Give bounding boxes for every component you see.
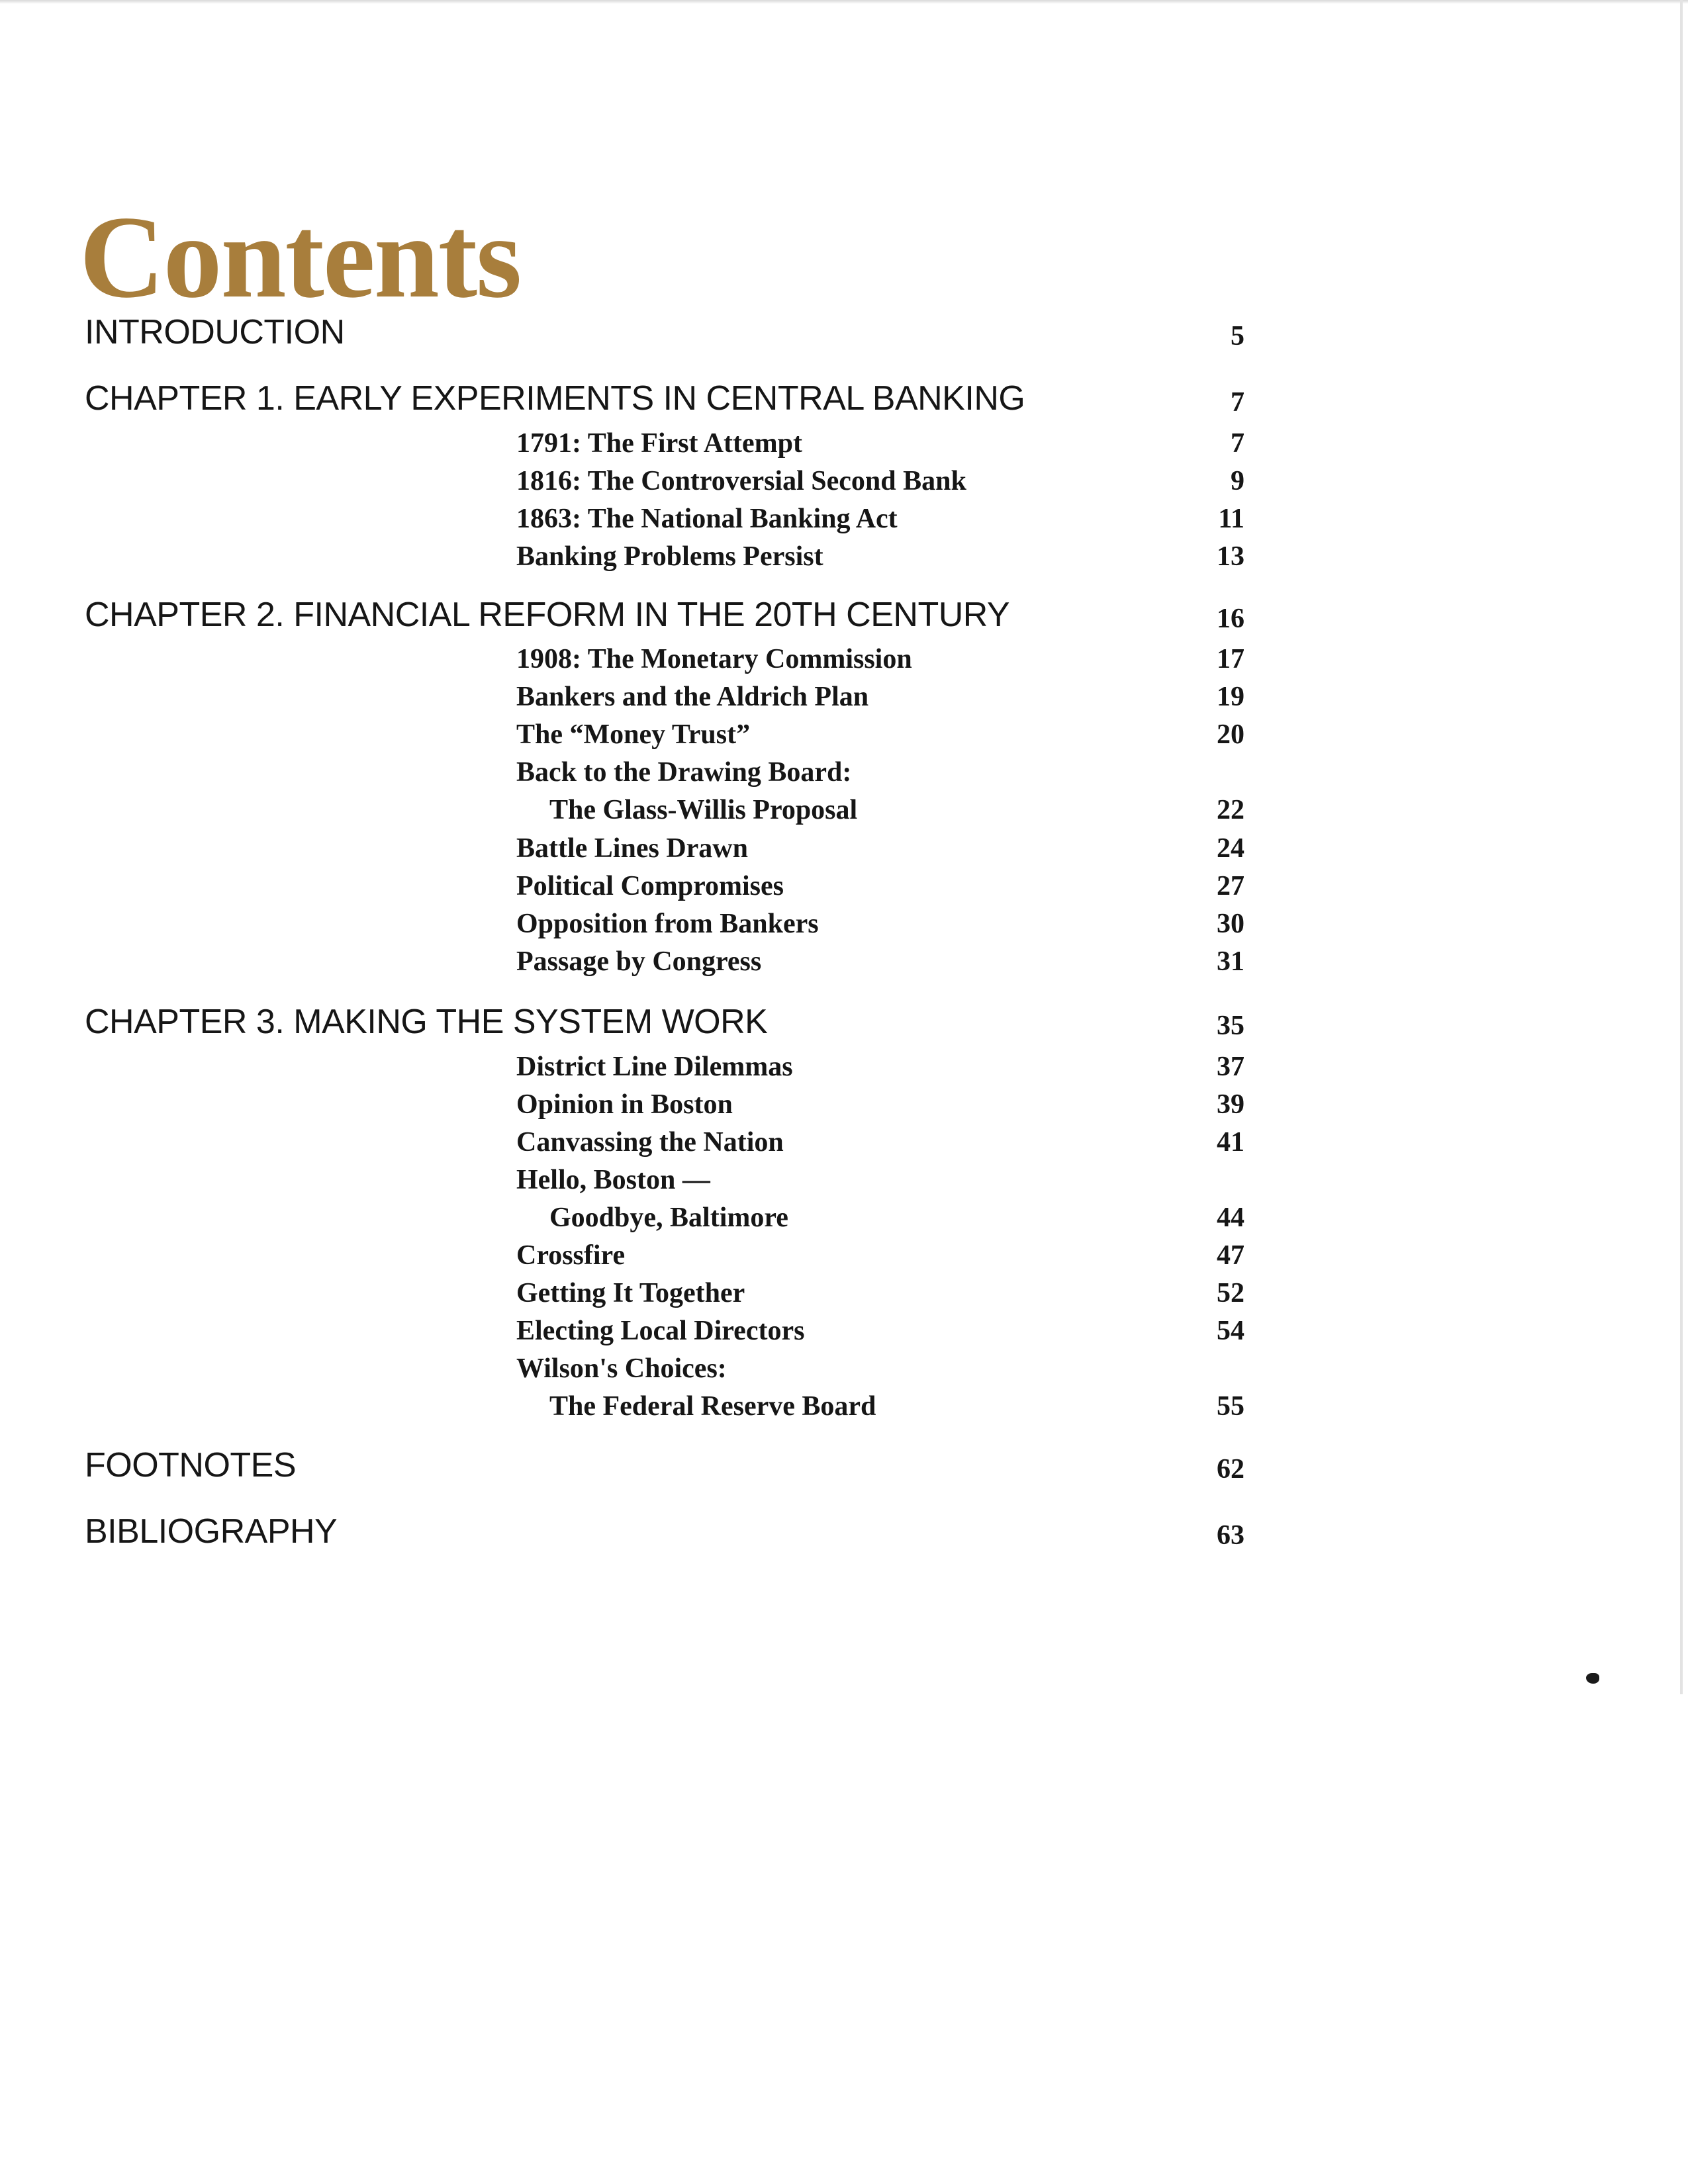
toc-sub-entry (0, 1164, 1244, 1204)
toc-page-number: 9 (1231, 466, 1244, 496)
toc-entry-label: 1908: The Monetary Commission (516, 644, 912, 674)
toc-sub-entry (0, 870, 1244, 910)
toc-page-number: 44 (1217, 1203, 1244, 1233)
toc-page-number: 37 (1217, 1052, 1244, 1082)
toc-page-number: 17 (1217, 644, 1244, 674)
toc-entry-label: 1791: The First Attempt (516, 428, 802, 459)
toc-entry-label: 1816: The Controversial Second Bank (516, 466, 966, 496)
toc-entry-label: BIBLIOGRAPHY (85, 1512, 338, 1551)
toc-sub-entry (0, 1240, 1244, 1279)
toc-sub-entry (0, 465, 1244, 505)
toc-entry-label: The “Money Trust” (516, 719, 751, 750)
scan-edge-top (0, 0, 1688, 4)
toc-entry-label: CHAPTER 2. FINANCIAL REFORM IN THE 20TH CENTURY (85, 596, 1010, 634)
toc-sub-entry (0, 1126, 1244, 1166)
toc-sub-entry (0, 1315, 1244, 1355)
toc-sub-entry (0, 1051, 1244, 1091)
toc-entry-label: Goodbye, Baltimore (549, 1203, 788, 1233)
toc-main-entry (0, 1512, 1244, 1555)
toc-page-number: 27 (1217, 871, 1244, 901)
toc-page-number: 52 (1217, 1278, 1244, 1308)
toc-entry-label: Canvassing the Nation (516, 1127, 784, 1158)
toc-sub-entry (0, 756, 1244, 796)
toc-entry-label: District Line Dilemmas (516, 1052, 793, 1082)
toc-sub-entry (0, 1353, 1244, 1392)
toc-page-number: 19 (1217, 682, 1244, 712)
toc-entry-label: Banking Problems Persist (516, 541, 823, 572)
toc-sub-entry (0, 794, 1244, 834)
toc-entry-label: Electing Local Directors (516, 1316, 805, 1346)
toc-main-entry (0, 379, 1244, 422)
toc-entry-label: Opposition from Bankers (516, 909, 819, 939)
toc-page-number: 7 (1231, 387, 1244, 418)
page-title: Contents (79, 191, 521, 323)
toc-page-number: 16 (1217, 604, 1244, 634)
toc-page-number: 39 (1217, 1089, 1244, 1120)
toc-entry-label: Passage by Congress (516, 946, 762, 977)
toc-main-entry (0, 596, 1244, 639)
toc-entry-label: FOOTNOTES (85, 1446, 297, 1484)
toc-sub-entry (0, 541, 1244, 580)
toc-main-entry (0, 313, 1244, 356)
toc-entry-label: Wilson's Choices: (516, 1353, 727, 1384)
toc-entry-label: Crossfire (516, 1240, 626, 1271)
toc-sub-entry (0, 1089, 1244, 1128)
toc-page-number: 31 (1217, 946, 1244, 977)
toc-sub-entry (0, 1390, 1244, 1430)
scan-speck (1586, 1673, 1599, 1684)
toc-entry-label: CHAPTER 1. EARLY EXPERIMENTS IN CENTRAL BANKING (85, 379, 1025, 418)
toc-entry-label: The Glass-Willis Proposal (549, 795, 858, 825)
toc-entry-label: Opinion in Boston (516, 1089, 733, 1120)
toc-page-number: 35 (1217, 1011, 1244, 1041)
toc-page-number: 55 (1217, 1391, 1244, 1422)
toc-entry-label: INTRODUCTION (85, 313, 345, 351)
toc-sub-entry (0, 1277, 1244, 1317)
toc-sub-entry (0, 833, 1244, 872)
toc-sub-entry (0, 1202, 1244, 1242)
toc-page-number: 22 (1217, 795, 1244, 825)
toc-sub-entry (0, 503, 1244, 543)
toc-main-entry (0, 1446, 1244, 1489)
toc-sub-entry (0, 946, 1244, 985)
toc-entry-label: Back to the Drawing Board: (516, 757, 852, 788)
toc-entry-label: Hello, Boston — (516, 1165, 710, 1195)
toc-page-number: 63 (1217, 1520, 1244, 1551)
toc-sub-entry (0, 643, 1244, 683)
toc-page-number: 13 (1217, 541, 1244, 572)
toc-main-entry (0, 1003, 1244, 1046)
toc-page-number: 62 (1217, 1454, 1244, 1484)
toc-entry-label: The Federal Reserve Board (549, 1391, 876, 1422)
toc-page-number: 11 (1218, 504, 1244, 534)
toc-entry-label: 1863: The National Banking Act (516, 504, 898, 534)
toc-entry-label: Bankers and the Aldrich Plan (516, 682, 869, 712)
toc-sub-entry (0, 908, 1244, 948)
toc-page-number: 20 (1217, 719, 1244, 750)
toc-page-number: 41 (1217, 1127, 1244, 1158)
toc-page-number: 30 (1217, 909, 1244, 939)
toc-entry-label: Getting It Together (516, 1278, 745, 1308)
toc-sub-entry (0, 681, 1244, 721)
toc-entry-label: CHAPTER 3. MAKING THE SYSTEM WORK (85, 1003, 768, 1041)
toc-page-number: 47 (1217, 1240, 1244, 1271)
toc-sub-entry (0, 428, 1244, 467)
scan-edge-right (1680, 0, 1683, 1694)
toc-page-number: 54 (1217, 1316, 1244, 1346)
toc-page-number: 7 (1231, 428, 1244, 459)
toc-page-number: 5 (1231, 321, 1244, 351)
toc-sub-entry (0, 719, 1244, 758)
toc-page-number: 24 (1217, 833, 1244, 864)
toc-entry-label: Battle Lines Drawn (516, 833, 748, 864)
toc-entry-label: Political Compromises (516, 871, 784, 901)
